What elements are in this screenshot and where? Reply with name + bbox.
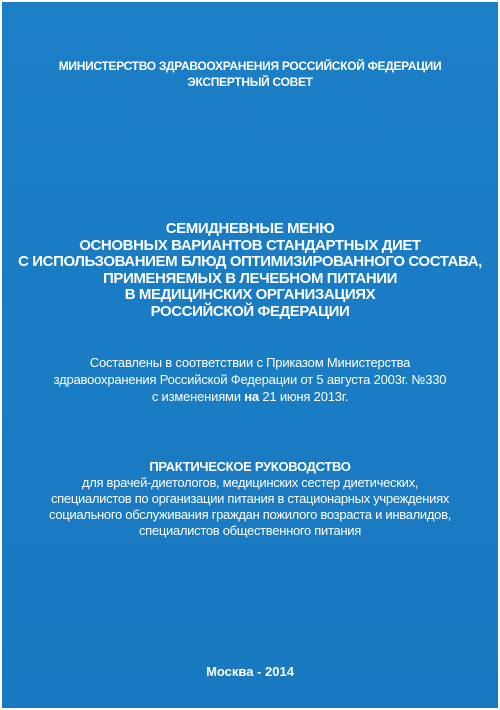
ministry-name: МИНИСТЕРСТВО ЗДРАВООХРАНЕНИЯ РОССИЙСКОЙ ФЕДЕРАЦИИ bbox=[58, 59, 442, 73]
amendment-preposition: на bbox=[244, 389, 259, 404]
title-line: ПРИМЕНЯЕМЫХ В ЛЕЧЕБНОМ ПИТАНИИ bbox=[102, 269, 398, 287]
title-line: ОСНОВНЫХ ВАРИАНТОВ СТАНДАРТНЫХ ДИЕТ bbox=[79, 236, 421, 254]
practical-guide bbox=[2, 459, 498, 539]
compiled-note bbox=[2, 354, 498, 405]
audience-line: специалистов по организации питания в стационарных учреждениях bbox=[50, 491, 450, 506]
expert-council: ЭКСПЕРТНЫЙ СОВЕТ bbox=[187, 75, 313, 89]
title-line: В МЕДИЦИНСКИХ ОРГАНИЗАЦИЯХ bbox=[124, 286, 376, 303]
audience-line: социального обслуживания граждан пожилого возраста и инвалидов, bbox=[48, 507, 452, 522]
title-line: С ИСПОЛЬЗОВАНИЕМ БЛЮД ОПТИМИЗИРОВАННОГО СОСТАВА, bbox=[18, 253, 482, 270]
compiled-line bbox=[2, 388, 498, 405]
guide-heading: ПРАКТИЧЕСКОЕ РУКОВОДСТВО bbox=[149, 459, 351, 474]
compiled-line: Составлены в соответствии с Приказом Министерства bbox=[89, 355, 411, 370]
title-line: РОССИЙСКОЙ ФЕДЕРАЦИИ bbox=[150, 302, 350, 320]
document-title bbox=[2, 221, 498, 320]
book-cover bbox=[2, 2, 498, 708]
compiled-line: здравоохранения Российской Федерации от 5 августа 2003г. №330 bbox=[53, 372, 447, 387]
audience-line: специалистов общественного питания bbox=[138, 523, 362, 538]
amendment-date: 21 июня 2013г. bbox=[258, 389, 349, 404]
publication-place-year: Москва - 2014 bbox=[206, 664, 294, 679]
ministry-header bbox=[2, 58, 498, 90]
audience-line: для врачей-диетологов, медицинских сестер диетических, bbox=[81, 475, 419, 490]
title-line: СЕМИДНЕВНЫЕ МЕНЮ bbox=[165, 220, 335, 237]
amendment-prefix: с изменениями bbox=[151, 389, 245, 404]
